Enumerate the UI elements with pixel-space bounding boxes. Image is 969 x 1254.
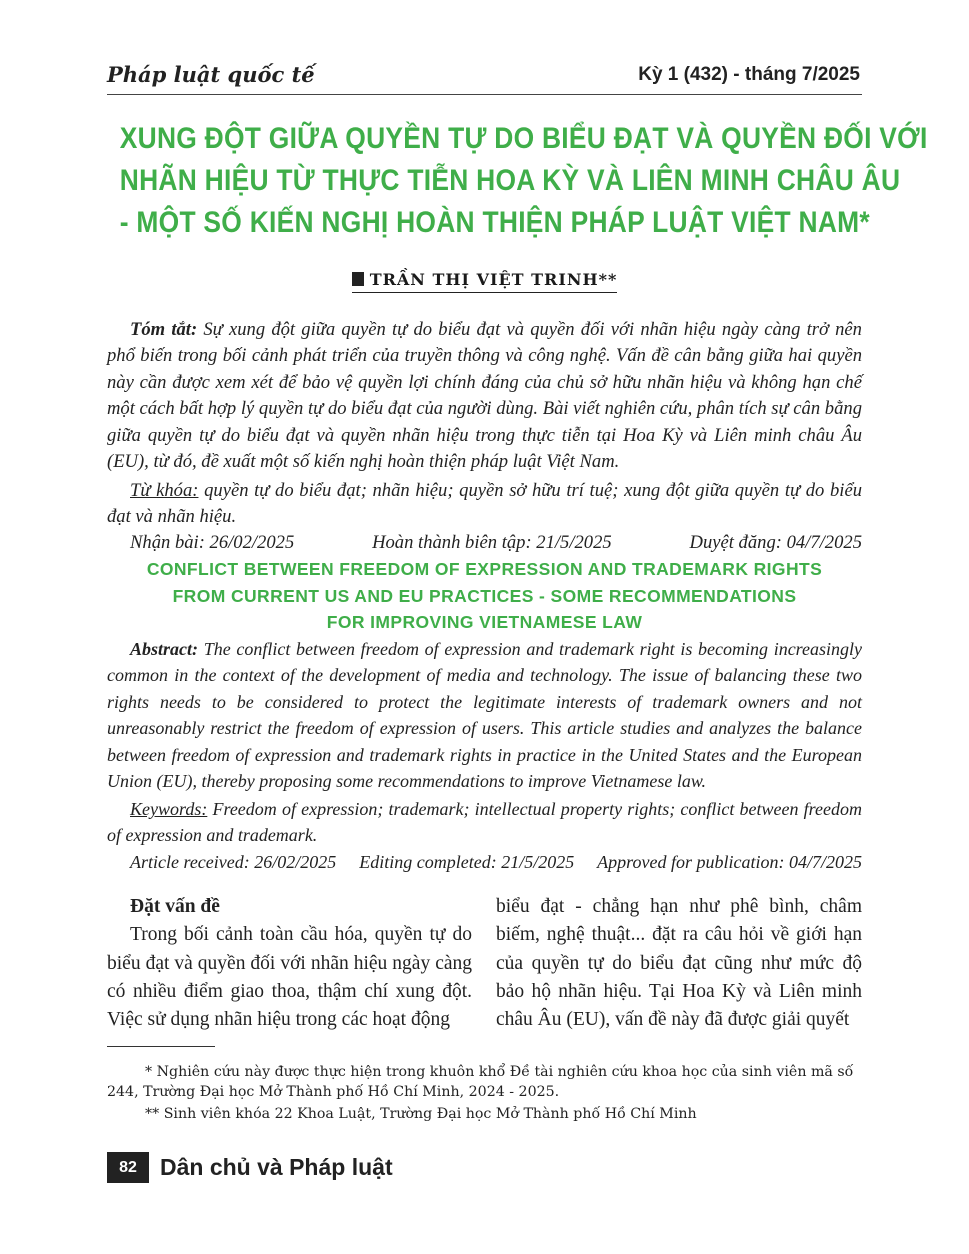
vn-keywords-text: quyền tự do biểu đạt; nhãn hiệu; quyền sở hữu trí tuệ; xung đột giữa quyền tự do biểu đạt và nhãn hiệu. — [107, 480, 862, 528]
english-title-line: CONFLICT BETWEEN FREEDOM OF EXPRESSION AND TRADEMARK RIGHTS — [146, 559, 823, 579]
en-received-date: Article received: 26/02/2025 — [130, 852, 337, 872]
english-title — [90, 556, 879, 636]
english-title-line: FROM CURRENT US AND EU PRACTICES - SOME RECOMMENDATIONS — [172, 585, 797, 606]
vn-dates — [107, 530, 862, 556]
vn-keywords — [107, 478, 862, 531]
square-bullet-icon — [352, 272, 364, 286]
footnote-first: * Nghiên cứu này được thực hiện trong khuôn khổ Đề tài nghiên cứu khoa học của sinh viên mã số 244, Trường Đại học Mở Thành phố Hồ Chí Minh, 2024 - 2025. — [107, 1064, 854, 1100]
vn-summary-text: Sự xung đột giữa quyền tự do biểu đạt và quyền đối với nhãn hiệu ngày càng trở nên phổ biến trong bối cảnh phát triển của truyền thông và công nghệ. Vấn đề cân bằng giữa hai quyền này cần được xem xét để bảo vệ quyền lợi chính đáng của chủ sở hữu nhãn hiệu và không hạn chế một cách bất hợp lý quyền tự do biểu đạt của người dùng. Bài viết nghiên cứu, phân tích sự cân bằng giữa quyền tự do biểu đạt và quyền nhãn hiệu trong thực tiễn tại Hoa Kỳ và Liên minh châu Âu (EU), từ đó, đề xuất một số kiến nghị hoàn thiện pháp luật Việt Nam. — [107, 319, 862, 473]
section-name: Pháp luật quốc tế — [107, 62, 315, 87]
author-block — [0, 270, 969, 293]
vn-edited-date: Hoàn thành biên tập: 21/5/2025 — [372, 532, 612, 553]
en-abstract-text: The conflict between freedom of expression and trademark right is becoming increasingly common in the context of the development of media and technology. The issue of balancing these two rights needs to be considered to protect the legitimate interests of trademark owners and not unreasonably restrict the freedom of expression of users. This article studies and analyzes the balance between freedom of expression and trademark rights in practice in the United States and the European Union (EU), thereby proposing some recommendations to improve Vietnamese law. — [107, 639, 863, 792]
author-byline — [352, 270, 618, 293]
page-number: 82 — [107, 1152, 149, 1183]
vn-approved-date: Duyệt đăng: 04/7/2025 — [689, 532, 862, 553]
english-title-line: FOR IMPROVING VIETNAMESE LAW — [326, 612, 643, 632]
body-paragraph: Trong bối cảnh toàn cầu hóa, quyền tự do biểu đạt và quyền đối với nhãn hiệu ngày càng có nhiều điểm giao thoa, thậm chí xung đột. Việc sử dụng nhãn hiệu trong các hoạt động — [107, 924, 472, 1031]
journal-name: Dân chủ và Pháp luật — [160, 1154, 393, 1180]
body-column-left — [107, 893, 472, 1034]
vn-summary — [107, 317, 862, 475]
title-line: XUNG ĐỘT GIỮA QUYỀN TỰ DO BIỂU ĐẠT VÀ QUYỀN ĐỐI VỚI — [119, 122, 928, 155]
en-keywords — [107, 796, 862, 849]
vn-received-date: Nhận bài: 26/02/2025 — [130, 532, 295, 553]
title-line: NHÃN HIỆU TỪ THỰC TIỄN HOA KỲ VÀ LIÊN MINH CHÂU ÂU — [119, 164, 901, 197]
author-name: TRẦN THỊ VIỆT TRINH** — [369, 270, 618, 289]
en-keywords-text: Freedom of expression; trademark; intellectual property rights; conflict between freedom of expression and trademark. — [107, 799, 862, 846]
en-dates — [107, 849, 862, 875]
section-heading: Đặt vấn đề — [130, 896, 220, 917]
en-approved-date: Approved for publication: 04/7/2025 — [597, 852, 862, 872]
title-line: - MỘT SỐ KIẾN NGHỊ HOÀN THIỆN PHÁP LUẬT VIỆT NAM* — [119, 206, 870, 239]
en-abstract-label: Abstract: — [130, 639, 199, 659]
article-title — [119, 118, 928, 244]
en-abstract — [107, 636, 862, 794]
en-edited-date: Editing completed: 21/5/2025 — [359, 852, 575, 872]
footnote-second: ** Sinh viên khóa 22 Khoa Luật, Trường Đại học Mở Thành phố Hồ Chí Minh — [145, 1106, 697, 1122]
vn-keywords-label: Từ khóa: — [130, 480, 199, 501]
header-divider — [107, 94, 862, 95]
body-paragraph: biểu đạt - chẳng hạn như phê bình, châm biếm, nghệ thuật... đặt ra câu hỏi về giới hạn của quyền tự do biểu đạt cũng như mức độ bảo hộ nhãn hiệu. Tại Hoa Kỳ và Liên minh châu Âu (EU), vấn đề này đã được giải quyết — [496, 896, 862, 1031]
vn-summary-label: Tóm tắt: — [130, 319, 198, 340]
issue-info: Kỳ 1 (432) - tháng 7/2025 — [638, 64, 860, 85]
en-keywords-label: Keywords: — [130, 799, 208, 819]
body-column-right — [496, 893, 862, 1034]
footnote-divider — [107, 1046, 215, 1047]
